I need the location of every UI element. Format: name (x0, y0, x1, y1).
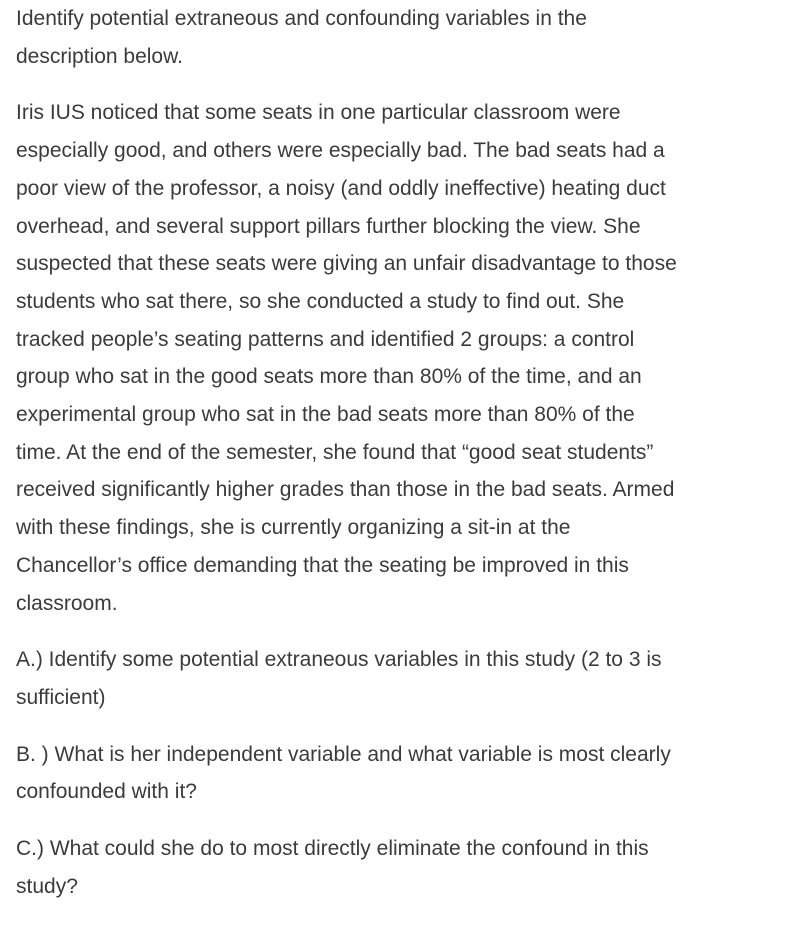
text-line: especially good, and others were especially bad. The bad seats had a (16, 139, 665, 163)
text-line: study? (16, 874, 78, 898)
text-line: experimental group who sat in the bad seats more than 80% of the (16, 403, 635, 427)
question-b (16, 736, 801, 811)
text-line: received significantly higher grades than those in the bad seats. Armed (16, 478, 675, 502)
question-a (16, 641, 801, 716)
text-line: C.) What could she do to most directly eliminate the confound in this (16, 837, 649, 861)
text-line: A.) Identify some potential extraneous variables in this study (2 to 3 is (16, 648, 662, 672)
text-line: time. At the end of the semester, she found that “good seat students” (16, 440, 654, 464)
text-line: classroom. (16, 591, 118, 615)
text-line: overhead, and several support pillars further blocking the view. She (16, 214, 641, 238)
text-line: poor view of the professor, a noisy (and oddly ineffective) heating duct (16, 176, 666, 200)
text-line: Chancellor’s office demanding that the seating be improved in this (16, 553, 629, 577)
text-line: group who sat in the good seats more than 80% of the time, and an (16, 365, 642, 389)
text-line: Iris IUS noticed that some seats in one particular classroom were (16, 101, 621, 125)
text-line: students who sat there, so she conducted a study to find out. She (16, 289, 625, 313)
text-line: B. ) What is her independent variable and what variable is most clearly (16, 742, 671, 766)
text-line: suspected that these seats were giving an unfair disadvantage to those (16, 252, 677, 276)
intro-paragraph (16, 0, 801, 75)
text-line: with these findings, she is currently organizing a sit-in at the (16, 516, 571, 540)
text-line: tracked people’s seating patterns and identified 2 groups: a control (16, 327, 635, 351)
text-line: sufficient) (16, 685, 106, 709)
text-line: Identify potential extraneous and confounding variables in the (16, 7, 587, 30)
text-line: confounded with it? (16, 780, 197, 804)
scenario-paragraph (16, 94, 801, 622)
text-line: description below. (16, 44, 183, 68)
question-c (16, 830, 801, 905)
